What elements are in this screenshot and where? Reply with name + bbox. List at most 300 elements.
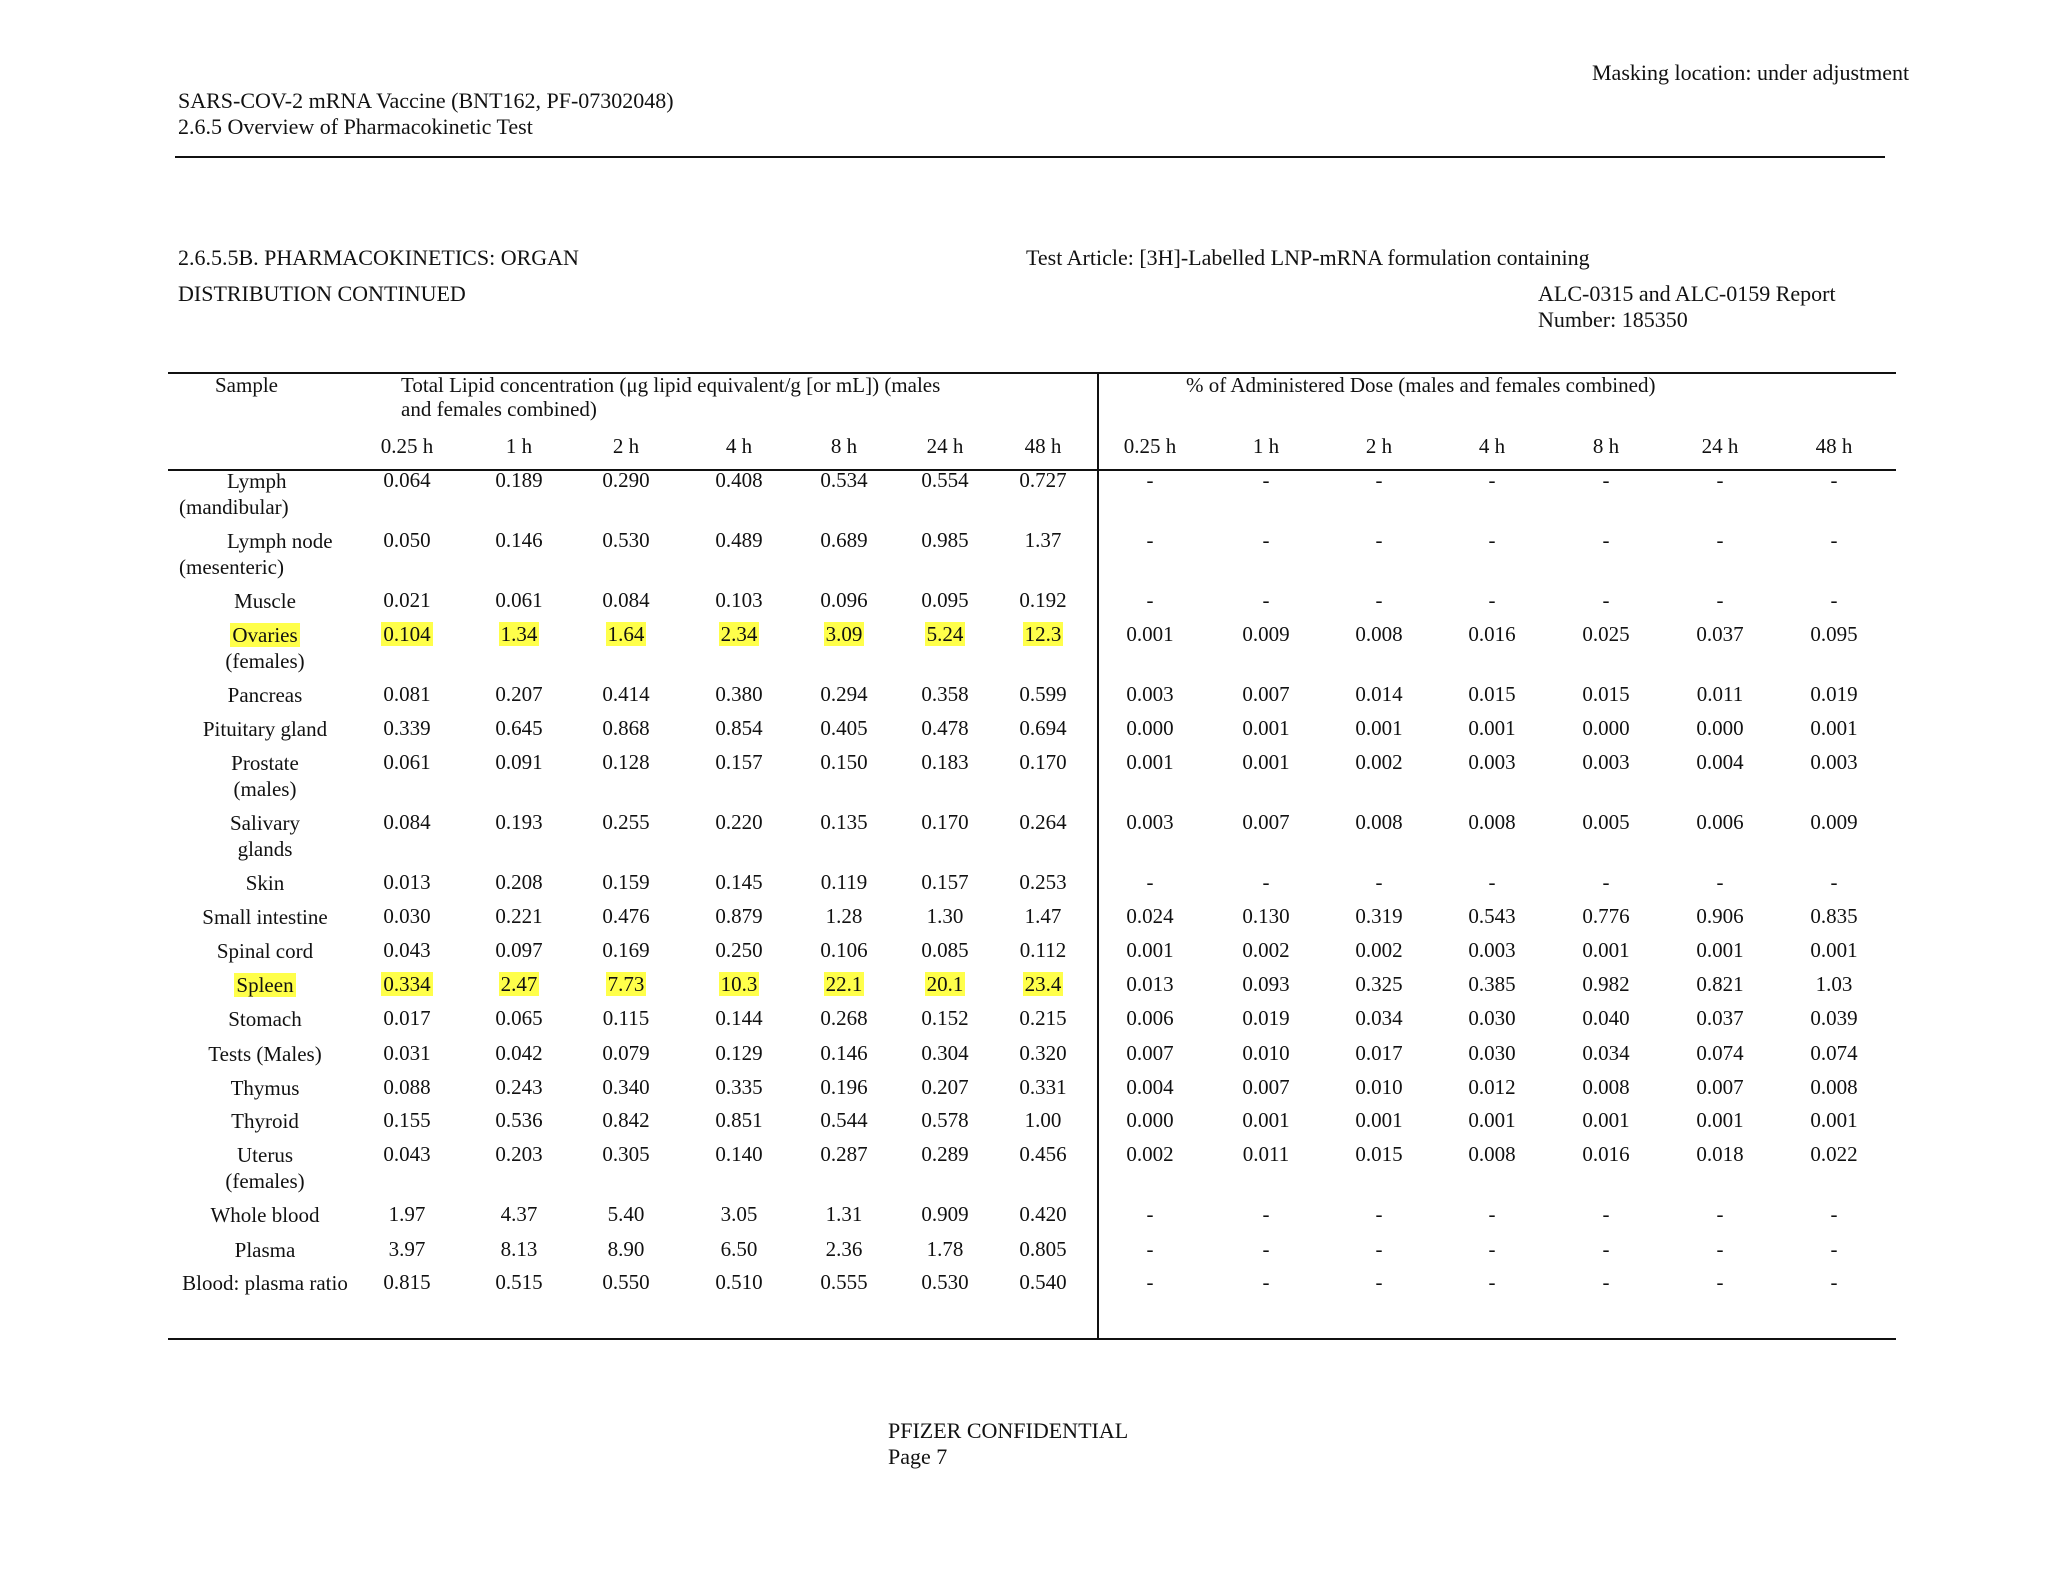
lipid-concentration-cell: [691, 1142, 787, 1167]
administered-dose-cell: 0.022: [1810, 1142, 1858, 1166]
sample-name-line: Lymph: [227, 469, 287, 493]
lipid-concentration-cell: [796, 750, 892, 775]
lipid-concentration-cell: [995, 1075, 1091, 1100]
administered-dose-cell: 0.001: [1810, 1108, 1858, 1132]
lipid-concentration-cell: [995, 904, 1091, 929]
dose-timepoint-header: 0.25 h: [1123, 434, 1177, 458]
lipid-concentration-cell: [897, 1041, 993, 1066]
lipid-concentration-cell: [995, 1237, 1091, 1262]
lipid-concentration-cell: [691, 588, 787, 613]
lipid-concentration-cell: [359, 1006, 455, 1031]
administered-dose-cell: 0.006: [1696, 810, 1744, 834]
administered-dose-cell: -: [1262, 588, 1270, 612]
lipid-concentration-value: 0.304: [921, 1041, 969, 1065]
lipid-concentration-value: 0.013: [383, 870, 431, 894]
lipid-concentration-value: 2.36: [825, 1237, 863, 1261]
administered-dose-cell: 0.001: [1242, 750, 1290, 774]
lipid-concentration-value: 0.106: [820, 938, 868, 962]
administered-dose-cell: 0.015: [1468, 682, 1516, 706]
lipid-concentration-value: 0.727: [1019, 468, 1067, 492]
report-number-line1: ALC-0315 and ALC-0159 Report: [1538, 281, 1836, 306]
sample-name-line: glands: [237, 837, 293, 861]
lipid-concentration-cell: [691, 1202, 787, 1227]
lipid-concentration-cell: [471, 938, 567, 963]
lipid-concentration-cell: [471, 870, 567, 895]
report-number-line2: Number: 185350: [1538, 307, 1688, 332]
lipid-concentration-value: 0.289: [921, 1142, 969, 1166]
lipid-concentration-cell: [897, 1270, 993, 1295]
lipid-concentration-cell: [796, 1202, 892, 1227]
lipid-concentration-cell: [578, 588, 674, 613]
document-title: SARS-COV-2 mRNA Vaccine (BNT162, PF-07302048): [178, 88, 674, 113]
lipid-concentration-cell: [578, 904, 674, 929]
sample-name-line: Tests (Males): [208, 1042, 322, 1066]
administered-dose-cell: 0.319: [1355, 904, 1403, 928]
masking-note: Masking location: under adjustment: [1592, 60, 1910, 85]
sample-name: [170, 1142, 360, 1194]
lipid-concentration-value: 0.305: [602, 1142, 650, 1166]
lipid-concentration-value: 1.34: [500, 622, 538, 646]
lipid-concentration-cell: [995, 938, 1091, 963]
sample-name-line: Thymus: [230, 1076, 300, 1100]
administered-dose-cell: 0.001: [1810, 938, 1858, 962]
administered-dose-cell: -: [1262, 1270, 1270, 1294]
test-article: Test Article: [3H]-Labelled LNP-mRNA formulation containing: [1026, 245, 1590, 270]
lipid-concentration-cell: [471, 716, 567, 741]
administered-dose-cell: -: [1830, 468, 1838, 492]
sample-name: [170, 810, 360, 862]
administered-dose-cell: 0.025: [1582, 622, 1630, 646]
lipid-concentration-value: 0.554: [921, 468, 969, 492]
sample-name-line: (females): [225, 1169, 305, 1193]
lipid-concentration-value: 0.540: [1019, 1270, 1067, 1294]
lipid-concentration-cell: [796, 1270, 892, 1295]
sample-name-line: Whole blood: [210, 1203, 320, 1227]
lipid-concentration-value: 0.061: [383, 750, 431, 774]
lipid-concentration-cell: [471, 904, 567, 929]
lipid-concentration-cell: [995, 1108, 1091, 1133]
administered-dose-cell: -: [1262, 468, 1270, 492]
lipid-concentration-cell: [471, 750, 567, 775]
lipid-concentration-value: 0.115: [602, 1006, 650, 1030]
administered-dose-cell: 0.776: [1582, 904, 1630, 928]
lipid-concentration-value: 0.534: [820, 468, 868, 492]
sample-name-line: (males): [233, 777, 297, 801]
administered-dose-cell: -: [1602, 528, 1610, 552]
conc-timepoint-header: 8 h: [830, 434, 858, 458]
header-rule: [175, 156, 1885, 158]
sample-name-line: Blood: plasma ratio: [182, 1271, 348, 1295]
lipid-concentration-cell: [691, 904, 787, 929]
lipid-concentration-cell: [691, 938, 787, 963]
administered-dose-cell: 0.030: [1468, 1041, 1516, 1065]
administered-dose-cell: 0.003: [1126, 810, 1174, 834]
lipid-concentration-cell: [691, 682, 787, 707]
dose-timepoint-header: 4 h: [1478, 434, 1506, 458]
administered-dose-cell: 0.009: [1810, 810, 1858, 834]
lipid-concentration-value: 0.815: [383, 1270, 431, 1294]
lipid-concentration-cell: [578, 528, 674, 553]
administered-dose-cell: 0.037: [1696, 622, 1744, 646]
lipid-concentration-cell: [359, 1202, 455, 1227]
administered-dose-cell: 0.906: [1696, 904, 1744, 928]
lipid-concentration-cell: [796, 1237, 892, 1262]
administered-dose-cell: 0.007: [1696, 1075, 1744, 1099]
administered-dose-cell: 0.325: [1355, 972, 1403, 996]
sample-name-line: Spleen: [236, 973, 294, 997]
administered-dose-cell: -: [1830, 528, 1838, 552]
administered-dose-cell: -: [1716, 870, 1724, 894]
lipid-concentration-value: 8.13: [500, 1237, 538, 1261]
lipid-concentration-cell: [796, 1075, 892, 1100]
administered-dose-cell: 0.004: [1126, 1075, 1174, 1099]
lipid-concentration-value: 0.420: [1019, 1202, 1067, 1226]
lipid-concentration-cell: [578, 972, 674, 997]
administered-dose-cell: -: [1262, 528, 1270, 552]
lipid-concentration-value: 0.152: [921, 1006, 969, 1030]
document-subtitle: 2.6.5 Overview of Pharmacokinetic Test: [178, 114, 533, 139]
lipid-concentration-cell: [995, 1270, 1091, 1295]
administered-dose-cell: 0.018: [1696, 1142, 1744, 1166]
lipid-concentration-value: 0.157: [921, 870, 969, 894]
administered-dose-cell: -: [1375, 1202, 1383, 1226]
lipid-concentration-value: 0.380: [715, 682, 763, 706]
lipid-concentration-value: 0.334: [383, 972, 431, 996]
lipid-concentration-value: 7.73: [607, 972, 645, 996]
administered-dose-cell: 0.095: [1810, 622, 1858, 646]
conc-timepoint-header: 2 h: [612, 434, 640, 458]
lipid-concentration-cell: [995, 528, 1091, 553]
lipid-concentration-value: 0.414: [602, 682, 650, 706]
lipid-concentration-value: 0.544: [820, 1108, 868, 1132]
sample-name-line: (mandibular): [179, 495, 289, 519]
lipid-concentration-cell: [897, 1006, 993, 1031]
lipid-concentration-cell: [578, 1270, 674, 1295]
lipid-concentration-cell: [578, 1108, 674, 1133]
lipid-concentration-value: 0.189: [495, 468, 543, 492]
lipid-concentration-value: 0.253: [1019, 870, 1067, 894]
administered-dose-cell: 0.093: [1242, 972, 1290, 996]
administered-dose-cell: -: [1716, 528, 1724, 552]
lipid-concentration-value: 0.208: [495, 870, 543, 894]
lipid-concentration-value: 0.084: [602, 588, 650, 612]
lipid-concentration-cell: [471, 1237, 567, 1262]
lipid-concentration-value: 0.030: [383, 904, 431, 928]
lipid-concentration-cell: [691, 810, 787, 835]
dose-timepoint-header: 8 h: [1592, 434, 1620, 458]
confidential-label: PFIZER CONFIDENTIAL: [888, 1418, 1129, 1443]
lipid-concentration-cell: [995, 1142, 1091, 1167]
lipid-concentration-cell: [897, 810, 993, 835]
sample-name-line: Skin: [245, 871, 285, 895]
administered-dose-cell: -: [1602, 1202, 1610, 1226]
sample-name: [170, 904, 360, 930]
lipid-concentration-value: 0.689: [820, 528, 868, 552]
lipid-concentration-cell: [471, 682, 567, 707]
lipid-concentration-cell: [359, 588, 455, 613]
lipid-concentration-value: 0.170: [1019, 750, 1067, 774]
lipid-concentration-cell: [897, 750, 993, 775]
administered-dose-cell: 0.003: [1468, 938, 1516, 962]
administered-dose-cell: -: [1262, 870, 1270, 894]
lipid-concentration-value: 0.405: [820, 716, 868, 740]
lipid-concentration-cell: [359, 1041, 455, 1066]
lipid-concentration-cell: [359, 972, 455, 997]
lipid-concentration-cell: [796, 468, 892, 493]
administered-dose-cell: 0.007: [1126, 1041, 1174, 1065]
administered-dose-cell: 0.000: [1126, 1108, 1174, 1132]
lipid-concentration-cell: [796, 1108, 892, 1133]
administered-dose-cell: -: [1146, 870, 1154, 894]
administered-dose-cell: -: [1488, 528, 1496, 552]
lipid-concentration-cell: [995, 870, 1091, 895]
lipid-concentration-cell: [471, 1041, 567, 1066]
administered-dose-cell: -: [1375, 528, 1383, 552]
lipid-header-line1: Total Lipid concentration (μg lipid equivalent/g [or mL]) (males: [401, 373, 941, 397]
lipid-concentration-cell: [691, 1270, 787, 1295]
lipid-concentration-cell: [359, 468, 455, 493]
lipid-concentration-cell: [995, 682, 1091, 707]
lipid-concentration-value: 0.555: [820, 1270, 868, 1294]
dose-header: % of Administered Dose (males and females combined): [1186, 373, 1656, 397]
lipid-concentration-cell: [995, 622, 1091, 647]
administered-dose-cell: -: [1830, 1270, 1838, 1294]
sample-name: [170, 1041, 360, 1067]
sample-name-line: Salivary: [230, 811, 300, 835]
lipid-concentration-value: 0.081: [383, 682, 431, 706]
lipid-concentration-value: 0.017: [383, 1006, 431, 1030]
administered-dose-cell: 0.008: [1810, 1075, 1858, 1099]
administered-dose-cell: 0.014: [1355, 682, 1403, 706]
lipid-concentration-cell: [796, 622, 892, 647]
lipid-concentration-value: 0.805: [1019, 1237, 1067, 1261]
administered-dose-cell: 0.039: [1810, 1006, 1858, 1030]
lipid-concentration-cell: [359, 870, 455, 895]
lipid-concentration-cell: [471, 622, 567, 647]
sample-name-line: Uterus: [237, 1143, 293, 1167]
administered-dose-cell: 0.016: [1582, 1142, 1630, 1166]
administered-dose-cell: 0.015: [1355, 1142, 1403, 1166]
sample-name: [170, 716, 360, 742]
lipid-concentration-cell: [578, 870, 674, 895]
sample-name-line: Lymph node: [227, 529, 333, 553]
lipid-concentration-cell: [691, 622, 787, 647]
lipid-concentration-value: 2.34: [720, 622, 758, 646]
lipid-concentration-value: 2.47: [500, 972, 538, 996]
lipid-concentration-value: 0.128: [602, 750, 650, 774]
lipid-concentration-cell: [796, 1041, 892, 1066]
lipid-concentration-cell: [359, 1075, 455, 1100]
conc-timepoint-header: 48 h: [1024, 434, 1062, 458]
sample-name: [170, 1108, 360, 1134]
lipid-concentration-cell: [359, 622, 455, 647]
administered-dose-cell: 0.040: [1582, 1006, 1630, 1030]
lipid-concentration-cell: [578, 622, 674, 647]
lipid-concentration-value: 0.851: [715, 1108, 763, 1132]
administered-dose-cell: -: [1716, 1237, 1724, 1261]
lipid-concentration-value: 0.250: [715, 938, 763, 962]
administered-dose-cell: 0.003: [1126, 682, 1174, 706]
administered-dose-cell: 0.007: [1242, 1075, 1290, 1099]
lipid-concentration-value: 0.085: [921, 938, 969, 962]
administered-dose-cell: -: [1602, 870, 1610, 894]
lipid-concentration-cell: [359, 1142, 455, 1167]
lipid-concentration-cell: [578, 750, 674, 775]
lipid-concentration-cell: [796, 1142, 892, 1167]
lipid-concentration-cell: [995, 716, 1091, 741]
lipid-concentration-cell: [995, 810, 1091, 835]
sample-name-line: (mesenteric): [179, 555, 284, 579]
lipid-concentration-value: 0.530: [921, 1270, 969, 1294]
lipid-concentration-cell: [995, 588, 1091, 613]
lipid-concentration-value: 0.159: [602, 870, 650, 894]
administered-dose-cell: 0.835: [1810, 904, 1858, 928]
lipid-concentration-cell: [578, 1041, 674, 1066]
lipid-concentration-cell: [471, 1202, 567, 1227]
lipid-concentration-value: 0.021: [383, 588, 431, 612]
lipid-concentration-value: 0.097: [495, 938, 543, 962]
lipid-concentration-value: 0.264: [1019, 810, 1067, 834]
sample-name: [170, 588, 360, 614]
administered-dose-cell: 0.037: [1696, 1006, 1744, 1030]
lipid-concentration-value: 0.510: [715, 1270, 763, 1294]
lipid-concentration-cell: [995, 1006, 1091, 1031]
lipid-concentration-value: 0.061: [495, 588, 543, 612]
lipid-concentration-value: 1.78: [926, 1237, 964, 1261]
lipid-concentration-value: 0.145: [715, 870, 763, 894]
lipid-concentration-value: 0.320: [1019, 1041, 1067, 1065]
administered-dose-cell: 0.017: [1355, 1041, 1403, 1065]
lipid-concentration-value: 0.155: [383, 1108, 431, 1132]
lipid-concentration-cell: [578, 468, 674, 493]
lipid-concentration-value: 1.30: [926, 904, 964, 928]
lipid-concentration-cell: [691, 870, 787, 895]
administered-dose-cell: 0.011: [1696, 682, 1744, 706]
lipid-concentration-value: 0.294: [820, 682, 868, 706]
administered-dose-cell: -: [1716, 1202, 1724, 1226]
lipid-concentration-cell: [471, 1006, 567, 1031]
lipid-concentration-value: 0.868: [602, 716, 650, 740]
lipid-concentration-value: 0.084: [383, 810, 431, 834]
lipid-concentration-value: 0.290: [602, 468, 650, 492]
lipid-concentration-value: 0.335: [715, 1075, 763, 1099]
lipid-concentration-cell: [578, 716, 674, 741]
lipid-concentration-value: 0.043: [383, 938, 431, 962]
lipid-concentration-value: 0.103: [715, 588, 763, 612]
administered-dose-cell: 0.008: [1355, 810, 1403, 834]
administered-dose-cell: 0.009: [1242, 622, 1290, 646]
lipid-concentration-cell: [691, 468, 787, 493]
section-title-line1: 2.6.5.5B. PHARMACOKINETICS: ORGAN: [178, 245, 579, 270]
lipid-concentration-value: 8.90: [607, 1237, 645, 1261]
sample-name: [179, 528, 359, 580]
administered-dose-cell: 0.008: [1468, 810, 1516, 834]
administered-dose-cell: -: [1716, 468, 1724, 492]
sample-name: [170, 972, 360, 998]
sample-name: [170, 1006, 360, 1032]
lipid-concentration-cell: [897, 468, 993, 493]
lipid-concentration-value: 0.104: [383, 622, 431, 646]
sample-name: [170, 750, 360, 802]
lipid-concentration-cell: [897, 528, 993, 553]
lipid-concentration-cell: [359, 904, 455, 929]
lipid-concentration-value: 0.358: [921, 682, 969, 706]
lipid-concentration-value: 0.203: [495, 1142, 543, 1166]
lipid-concentration-value: 0.909: [921, 1202, 969, 1226]
lipid-concentration-cell: [796, 1006, 892, 1031]
administered-dose-cell: -: [1488, 468, 1496, 492]
lipid-concentration-cell: [897, 972, 993, 997]
lipid-concentration-value: 0.042: [495, 1041, 543, 1065]
administered-dose-cell: 0.001: [1810, 716, 1858, 740]
lipid-concentration-value: 0.550: [602, 1270, 650, 1294]
lipid-concentration-cell: [995, 1041, 1091, 1066]
administered-dose-cell: 0.000: [1696, 716, 1744, 740]
lipid-concentration-value: 0.146: [820, 1041, 868, 1065]
lipid-concentration-cell: [471, 1108, 567, 1133]
lipid-concentration-cell: [471, 1270, 567, 1295]
administered-dose-cell: -: [1375, 1270, 1383, 1294]
lipid-concentration-value: 0.879: [715, 904, 763, 928]
lipid-concentration-value: 3.05: [720, 1202, 758, 1226]
administered-dose-cell: 0.001: [1468, 716, 1516, 740]
administered-dose-cell: 1.03: [1815, 972, 1853, 996]
lipid-concentration-cell: [897, 1142, 993, 1167]
lipid-concentration-value: 4.37: [500, 1202, 538, 1226]
administered-dose-cell: -: [1146, 528, 1154, 552]
lipid-concentration-value: 0.096: [820, 588, 868, 612]
sample-name-line: Thyroid: [231, 1109, 299, 1133]
lipid-concentration-value: 0.478: [921, 716, 969, 740]
lipid-concentration-cell: [897, 682, 993, 707]
lipid-concentration-value: 0.489: [715, 528, 763, 552]
administered-dose-cell: -: [1146, 1202, 1154, 1226]
administered-dose-cell: 0.008: [1355, 622, 1403, 646]
lipid-concentration-value: 0.043: [383, 1142, 431, 1166]
sample-name: [170, 1237, 360, 1263]
sample-name-line: Small intestine: [202, 905, 328, 929]
sample-name: [170, 1270, 360, 1296]
lipid-concentration-cell: [897, 1202, 993, 1227]
lipid-concentration-cell: [995, 468, 1091, 493]
lipid-concentration-cell: [359, 716, 455, 741]
administered-dose-cell: 0.074: [1696, 1041, 1744, 1065]
lipid-concentration-value: 0.079: [602, 1041, 650, 1065]
lipid-concentration-value: 0.192: [1019, 588, 1067, 612]
administered-dose-cell: 0.005: [1582, 810, 1630, 834]
administered-dose-cell: -: [1488, 1270, 1496, 1294]
lipid-concentration-value: 0.050: [383, 528, 431, 552]
sample-name-line: Pancreas: [227, 683, 303, 707]
administered-dose-cell: 0.074: [1810, 1041, 1858, 1065]
administered-dose-cell: 0.003: [1810, 750, 1858, 774]
administered-dose-cell: 0.013: [1126, 972, 1174, 996]
lipid-concentration-cell: [796, 972, 892, 997]
lipid-concentration-cell: [578, 1006, 674, 1031]
lipid-concentration-value: 1.97: [388, 1202, 426, 1226]
lipid-concentration-cell: [796, 682, 892, 707]
administered-dose-cell: -: [1716, 588, 1724, 612]
administered-dose-cell: -: [1488, 1237, 1496, 1261]
lipid-concentration-value: 0.140: [715, 1142, 763, 1166]
administered-dose-cell: -: [1602, 1237, 1610, 1261]
lipid-concentration-value: 0.064: [383, 468, 431, 492]
administered-dose-cell: 0.006: [1126, 1006, 1174, 1030]
lipid-concentration-value: 0.339: [383, 716, 431, 740]
lipid-concentration-value: 1.37: [1024, 528, 1062, 552]
administered-dose-cell: 0.002: [1355, 750, 1403, 774]
lipid-concentration-value: 0.170: [921, 810, 969, 834]
